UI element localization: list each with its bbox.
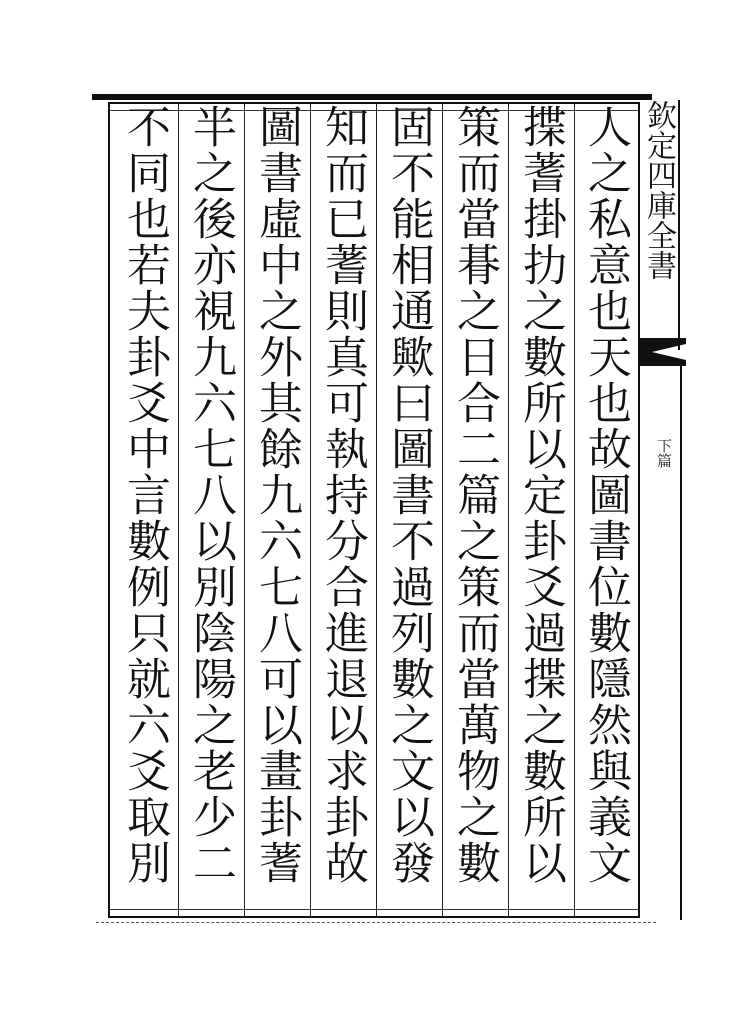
- text-column-8: 不同也若夫卦爻中言數例只就六爻取別: [119, 104, 170, 886]
- top-edge-rule: [92, 94, 652, 100]
- text-column-1: 人之私意也天也故圖書位數隱然與義文: [580, 104, 631, 886]
- column-divider: [310, 104, 311, 916]
- column-divider: [508, 104, 509, 916]
- column-divider: [574, 104, 575, 916]
- text-column-4: 固不能相通歟曰圖書不過列數之文以發: [383, 104, 434, 886]
- bottom-edge-rule: [96, 918, 656, 923]
- margin-book-title: 欽定四庫全書: [640, 100, 680, 350]
- margin-volume-label: 下篇: [655, 438, 673, 468]
- column-divider: [442, 104, 443, 916]
- margin-rule: [680, 360, 682, 920]
- text-column-7: 半之後亦視九六七八以別陰陽之老少二: [185, 104, 236, 886]
- column-divider: [376, 104, 377, 916]
- column-divider: [178, 104, 179, 916]
- text-column-5: 知而已蓍則真可執持分合進退以求卦故: [317, 104, 368, 886]
- text-column-2: 揲蓍掛扐之數所以定卦爻過揲之數所以: [515, 104, 566, 886]
- text-column-3: 策而當朞之日合二篇之策而當萬物之數: [449, 104, 500, 886]
- text-column-6: 圖書虛中之外其餘九六七八可以畫卦蓍: [251, 104, 302, 886]
- column-divider: [244, 104, 245, 916]
